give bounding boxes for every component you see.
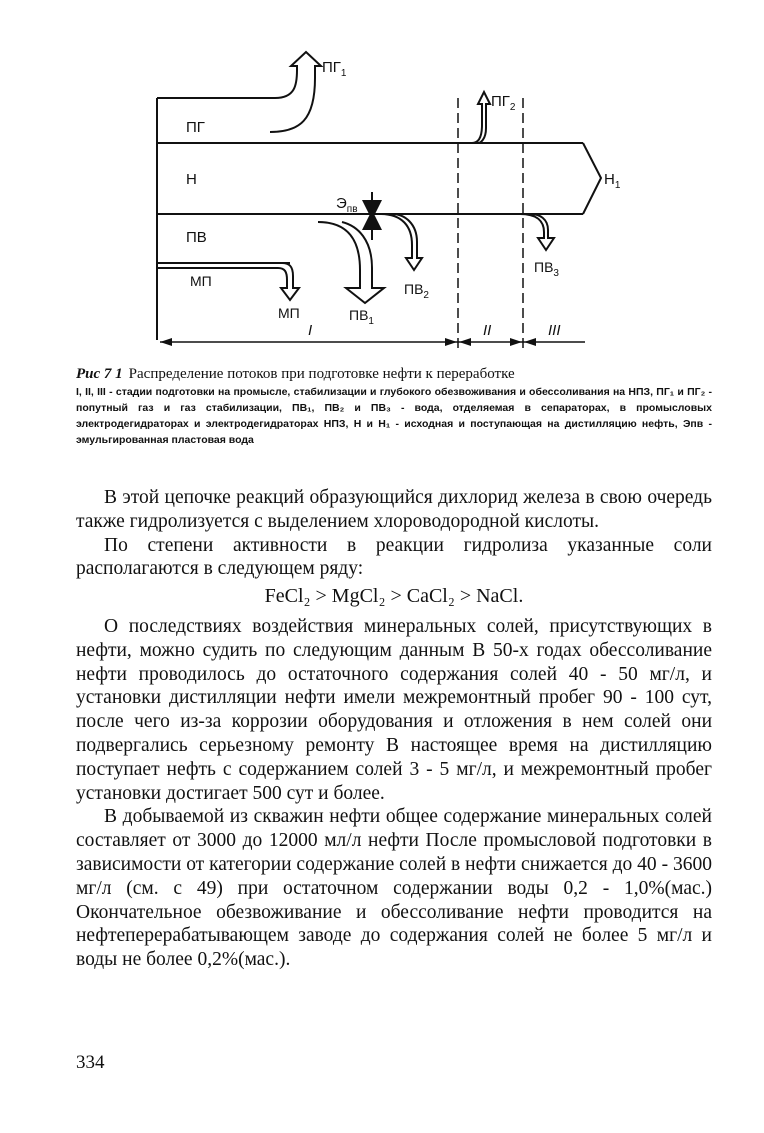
pv2-outflow-arrow bbox=[380, 214, 422, 270]
caption-title: Распределение потоков при подготовке нефти к переработке bbox=[128, 366, 515, 382]
figure-caption bbox=[76, 364, 712, 448]
figure-label: Рис 7 1 bbox=[76, 366, 123, 382]
caption-title-line bbox=[76, 364, 712, 384]
pv1-label: $ПВ_1$ bbox=[349, 307, 374, 327]
pg2-label: $ПГ_2$ bbox=[491, 93, 516, 113]
page-number: 334 bbox=[76, 1052, 105, 1073]
pv3-outflow-arrow bbox=[520, 214, 554, 250]
pg1-outflow-arrow bbox=[270, 52, 321, 132]
n-stream-label: Н bbox=[186, 171, 197, 188]
paragraph-2: По степени активности в реакции гидролиза указанные соли располагаются в следующем ряду: bbox=[76, 534, 712, 580]
stage2-left-arrowhead bbox=[459, 338, 471, 346]
pg2-outflow-arrow bbox=[455, 92, 490, 143]
mp-stream-label: МП bbox=[190, 273, 212, 289]
stage1-left-arrowhead bbox=[160, 338, 172, 346]
n1-outflow-arrow bbox=[583, 143, 601, 214]
stage2-right-arrowhead bbox=[510, 338, 522, 346]
salt-activity-formula: FeCl₂ > MgCl₂ > CaCl₂ > NaCl. bbox=[264, 585, 524, 608]
paragraph-1: В этой цепочке реакций образующийся дихлорид железа в свою очередь также гидролизуется с выделением хлороводородной кислоты. bbox=[76, 487, 712, 532]
paragraph-3: О последствиях воздействия минеральных солей, присутствующих в нефти, можно судить по следующим данным В 50-х годах обессоливание нефти проводилось до остаточного содержания солей 40 - 50 мг/л, и установки дистилляции нефти имели межремонтный пробег 90 - 100 сут, после чего из-за коррозии оборудования и отложения в нем солей они подвергались серьезному ремонту В настоящее время на дистилляцию поступает нефть с содержанием солей 3 - 5 мг/л, и межремонтный пробег установки достигает 500 сут и более. bbox=[76, 615, 712, 804]
stage2-label: II bbox=[483, 322, 492, 339]
n1-label: $Н_1$ bbox=[604, 171, 621, 191]
stage1-right-arrowhead bbox=[445, 338, 457, 346]
stage3-left-arrowhead bbox=[524, 338, 536, 346]
pv3-label: $ПВ_3$ bbox=[534, 259, 559, 279]
stage1-label: I bbox=[308, 322, 313, 339]
e-pv-label: $Э_{пв}$ bbox=[336, 195, 358, 215]
flow-distribution-diagram bbox=[0, 0, 764, 360]
pg1-label: $ПГ_1$ bbox=[322, 59, 347, 79]
pg-stream-label: ПГ bbox=[186, 119, 205, 136]
mp-outflow-arrow bbox=[157, 263, 299, 300]
pv-stream-label: ПВ bbox=[186, 229, 207, 246]
paragraph-4: В добываемой из скважин нефти общее содержание минеральных солей составляет от 3000 до 12000 мл/л нефти После промысловой подготовки в зависимости от категории содержание солей в нефти снижается до 40 - 3600 мг/л (см. с 49) при остаточном содержании воды 0,2 - 1,0%(мас.) Окончательное обезвоживание и обессоливание нефти проводится на нефтеперерабатывающем заводе до содержания солей не более 5 мг/л и воды не более 0,2%(мас.). bbox=[76, 806, 712, 971]
body-text bbox=[76, 486, 712, 972]
mp-out-label: МП bbox=[278, 305, 300, 321]
pv1-outflow-arrow bbox=[318, 222, 384, 303]
stage3-label: III bbox=[548, 322, 561, 339]
pv2-label: $ПВ_2$ bbox=[404, 281, 429, 301]
caption-description: I, II, III - стадии подготовки на промысле, стабилизации и глубокого обезвоживания и обессоливания на НПЗ, ПГ₁ и ПГ₂ - попутный газ и газ стабилизации, ПВ₁, ПВ₂ и ПВ₃ - вода, отделяемая в сепараторах, в промысловых электродегидраторах и электродегидраторах НПЗ, Н и Н₁ - исходная и поступающая на дистилляцию нефть, Эпв - эмульгированная пластовая вода bbox=[76, 386, 712, 446]
